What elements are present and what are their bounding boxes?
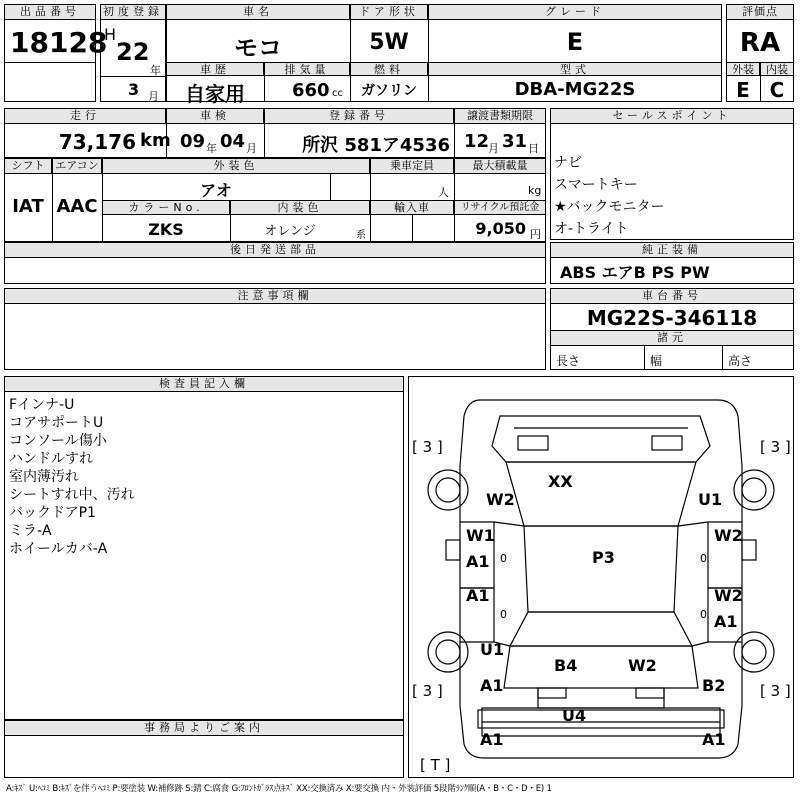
score-label: 評価点 [726, 4, 794, 20]
colorno-label: カラーNo. [102, 200, 230, 215]
inspector-note: Fインナ-U [9, 397, 75, 413]
diagram-mark: A1 [702, 730, 726, 749]
diagram-mark: W2 [714, 586, 743, 605]
transfer-month-unit: 月 [488, 142, 499, 155]
capacity-label: 乗車定員 [370, 158, 454, 174]
diagram-mark: 0 [700, 608, 707, 621]
sales-point: ナビ [554, 155, 582, 171]
year-unit: 年 [150, 64, 161, 77]
diagram-mark: W2 [486, 490, 515, 509]
recycle-unit: 円 [530, 228, 541, 241]
capacity-unit: 人 [438, 186, 449, 199]
diagram-mark: 0 [500, 608, 507, 621]
diagram-mark: A1 [480, 730, 504, 749]
diagram-mark: A1 [466, 586, 490, 605]
intcolor-unit: 系 [356, 230, 366, 241]
inspector-note: コンソール傷小 [9, 433, 107, 449]
car-body-diagram [408, 376, 794, 778]
diagram-mark: P3 [592, 548, 615, 567]
model-code: DBA-MG22S [514, 79, 636, 100]
int-grade-label: 内装 [760, 62, 794, 76]
lot-label: 出品番号 [4, 4, 96, 20]
transfer-day-unit: 日 [528, 142, 539, 155]
era: H [104, 25, 117, 44]
load-label: 最大積載量 [454, 158, 546, 174]
recycle-fee: 9,050 [475, 219, 526, 238]
inspector-label: 検査員記入欄 [4, 376, 404, 392]
history-label: 車歴 [166, 62, 264, 76]
dims-height: 高さ [728, 354, 753, 368]
import-label: 輸入車 [370, 200, 454, 215]
later-parts-label: 後日発送部品 [4, 242, 546, 258]
score: RA [739, 28, 781, 58]
disp-label: 排気量 [264, 62, 350, 76]
car-name: モコ [234, 34, 282, 62]
diagram-mark: [ 3 ] [412, 438, 443, 456]
inspector-note: 室内薄汚れ [9, 469, 79, 485]
diagram-mark: 0 [700, 552, 707, 565]
equipment-label: 純正装備 [550, 242, 794, 258]
transfer-day: 31 [502, 131, 528, 152]
diagram-mark: W2 [628, 656, 657, 675]
transfer-month: 12 [464, 131, 490, 152]
month-unit: 月 [148, 90, 159, 103]
diagram-mark: U1 [698, 490, 723, 509]
chassis-label: 車台番号 [550, 288, 794, 304]
diagram-mark: U4 [562, 706, 587, 725]
dims-length: 長さ [556, 354, 581, 368]
diagram-mark: [ T ] [420, 756, 451, 774]
inspect-month: 04 [220, 131, 246, 152]
office-label: 事務局よりご案内 [4, 720, 404, 736]
mileage: 73,176 [58, 130, 136, 154]
diagram-mark: [ 3 ] [760, 682, 791, 700]
door-label: ドア形状 [350, 4, 428, 20]
ext-grade-label: 外装 [726, 62, 760, 76]
diagram-mark: [ 3 ] [412, 682, 443, 700]
diagram-mark: B4 [554, 656, 578, 675]
ac-label: エアコン [52, 158, 102, 174]
inspect-year-unit: 年 [206, 142, 217, 155]
name-label: 車名 [166, 4, 350, 20]
mileage-label: 走行 [4, 108, 166, 124]
diagram-mark: [ 3 ] [760, 438, 791, 456]
int-grade: C [769, 78, 785, 102]
lot-number: 18128 [10, 26, 108, 59]
diagram-mark: W1 [466, 526, 495, 545]
exterior-color: アオ [200, 181, 232, 200]
sales-point: オ-トライト [554, 221, 629, 237]
recycle-label: リサイクル預託金 [454, 200, 546, 215]
inspector-note: コアサポートU [9, 415, 104, 431]
mileage-unit: km [140, 130, 171, 151]
diagram-mark: 0 [500, 552, 507, 565]
chassis-number: MG22S-346118 [586, 306, 758, 330]
diagram-mark: XX [548, 472, 573, 491]
diagram-mark: A1 [466, 552, 490, 571]
sales-label: セールスポイント [550, 108, 794, 124]
sales-point: ★バックモニター [554, 199, 665, 215]
reg-label: 初度登録 [100, 4, 166, 20]
ext-grade: E [736, 78, 750, 102]
inspector-note: ミラ-A [9, 523, 52, 539]
inspector-note: バックドアP1 [9, 505, 96, 521]
model-label: 型式 [428, 62, 722, 76]
aircon: AAC [56, 196, 98, 217]
displacement: 660 [292, 80, 330, 101]
transfer-label: 譲渡書類期限 [454, 108, 546, 124]
inspector-note: ハンドルすれ [9, 451, 93, 467]
dims-width: 幅 [650, 354, 663, 368]
fuel: ガソリン [361, 83, 417, 99]
inspector-note: ホイールカバ-A [9, 541, 108, 557]
diagram-mark: A1 [480, 676, 504, 695]
dims-label: 諸元 [550, 330, 794, 346]
history: 自家用 [185, 82, 245, 106]
plate-label: 登録番号 [264, 108, 454, 124]
inspect-year: 09 [180, 131, 206, 152]
disp-unit: cc [332, 88, 343, 99]
reg-month: 3 [128, 80, 140, 99]
notes-label: 注意事項欄 [4, 288, 546, 304]
diagram-mark: W2 [714, 526, 743, 545]
grade: E [566, 28, 584, 56]
plate-number: 所沢 581ア4536 [302, 135, 450, 156]
color-label: 外装色 [102, 158, 370, 174]
equipment: ABS エアB PS PW [560, 263, 710, 282]
inspect-label: 車検 [166, 108, 264, 124]
diagram-mark: U1 [480, 640, 505, 659]
fuel-label: 燃料 [350, 62, 428, 76]
sales-point: スマートキー [554, 177, 638, 193]
color-number: ZKS [148, 220, 184, 239]
grade-label: グレード [428, 4, 722, 20]
legend-footer: A:ｷｽﾞ U:ﾍｺﾐ B:ｷｽﾞを伴うﾍｺﾐ P:要塗装 W:補修跡 S:錆 C:腐食 G:ﾌﾛﾝﾄｶﾞﾗｽ点ｷｽﾞ XX:交換済み X:要交換 内・外装評価 5段階ﾗﾝｸ順(A・B・C・D・E) 1 [6, 784, 552, 794]
shift-label: シフト [4, 158, 52, 174]
reg-year: 22 [116, 38, 150, 66]
load-unit: kg [528, 184, 542, 197]
interior-color: オレンジ [264, 224, 316, 239]
shift: IAT [12, 196, 44, 217]
diagram-mark: B2 [702, 676, 726, 695]
inspect-month-unit: 月 [246, 142, 257, 155]
diagram-mark: A1 [714, 612, 738, 631]
inspector-note: シートすれ中、汚れ [9, 487, 135, 503]
door-type: 5W [369, 30, 409, 55]
intcolor-label: 内装色 [230, 200, 370, 215]
